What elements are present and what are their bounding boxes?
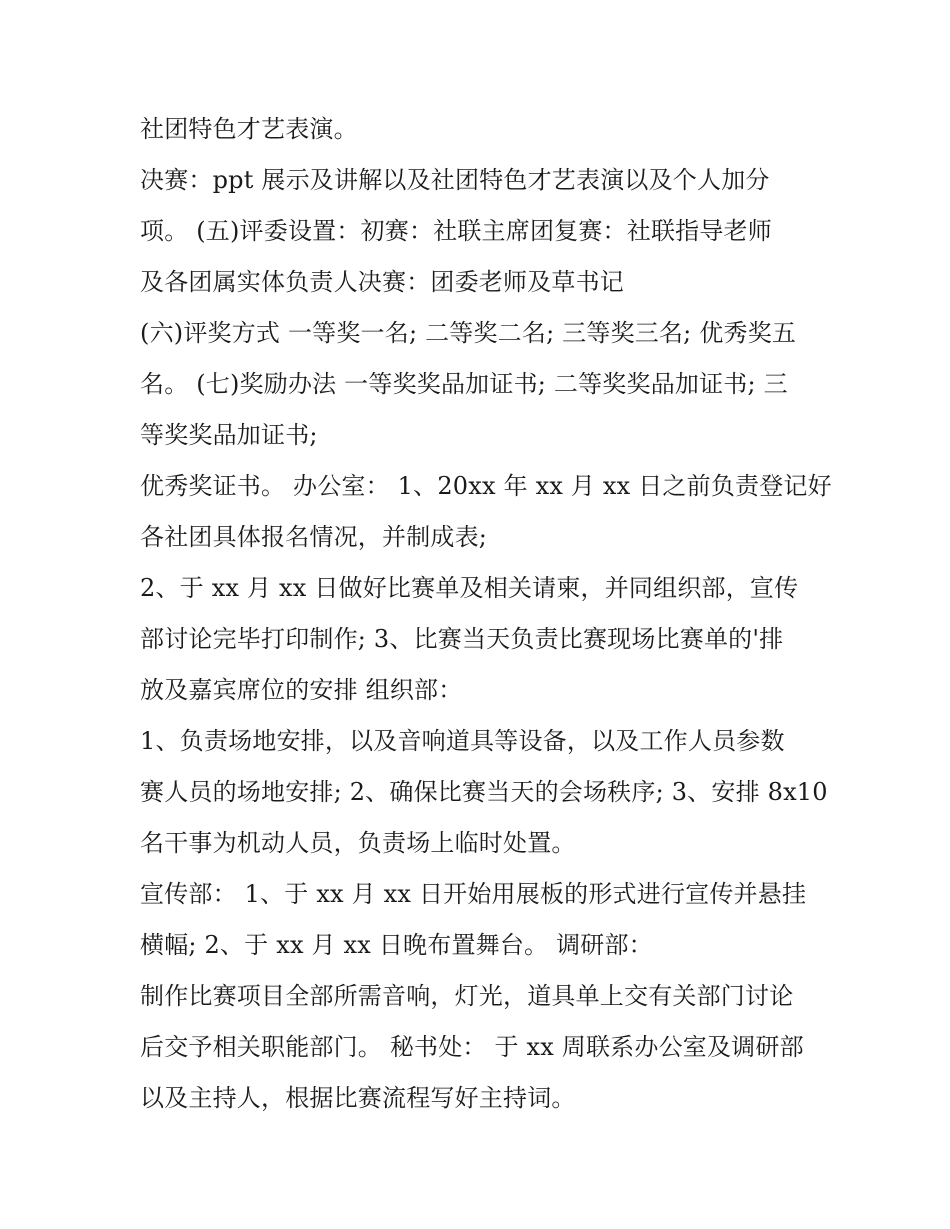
text-line: 后交予相关职能部门。 秘书处： 于 xx 周联系办公室及调研部 xyxy=(140,1033,804,1061)
text-line: 社团特色才艺表演。 xyxy=(140,115,358,143)
text-line: 等奖奖品加证书; xyxy=(140,421,318,449)
text-line: 名干事为机动人员，负责场上临时处置。 xyxy=(140,829,576,857)
text-line: 2、于 xx 月 xx 日做好比赛单及相关请柬，并同组织部，宣传 xyxy=(140,574,799,602)
text-line: 制作比赛项目全部所需音响，灯光，道具单上交有关部门讨论 xyxy=(140,982,794,1010)
text-line: 横幅; 2、于 xx 月 xx 日晚布置舞台。 调研部： xyxy=(140,931,653,959)
text-line: 名。 (七)奖励办法 一等奖奖品加证书; 二等奖奖品加证书; 三 xyxy=(140,370,788,398)
text-line: 赛人员的场地安排; 2、确保比赛当天的会场秩序; 3、安排 8x10 xyxy=(140,778,828,806)
text-line: 各社团具体报名情况，并制成表; xyxy=(140,523,488,551)
text-line: 项。 (五)评委设置：初赛：社联主席团复赛：社联指导老师 xyxy=(140,217,772,245)
text-line: (六)评奖方式 一等奖一名; 二等奖二名; 三等奖三名; 优秀奖五 xyxy=(140,319,797,347)
text-line: 1、负责场地安排，以及音响道具等设备，以及工作人员参数 xyxy=(140,727,785,755)
document-body xyxy=(140,104,832,1124)
text-line: 以及主持人，根据比赛流程写好主持词。 xyxy=(140,1084,576,1112)
text-line: 决赛：ppt 展示及讲解以及社团特色才艺表演以及个人加分 xyxy=(140,166,770,194)
text-line: 部讨论完毕打印制作; 3、比赛当天负责比赛现场比赛单的'排 xyxy=(140,625,784,653)
text-line: 放及嘉宾席位的安排 组织部： xyxy=(140,676,463,704)
text-line: 优秀奖证书。 办公室： 1、20xx 年 xx 月 xx 日之前负责登记好 xyxy=(140,472,832,500)
text-line: 及各团属实体负责人决赛：团委老师及草书记 xyxy=(140,268,624,296)
text-line: 宣传部： 1、于 xx 月 xx 日开始用展板的形式进行宣传并悬挂 xyxy=(140,880,807,908)
